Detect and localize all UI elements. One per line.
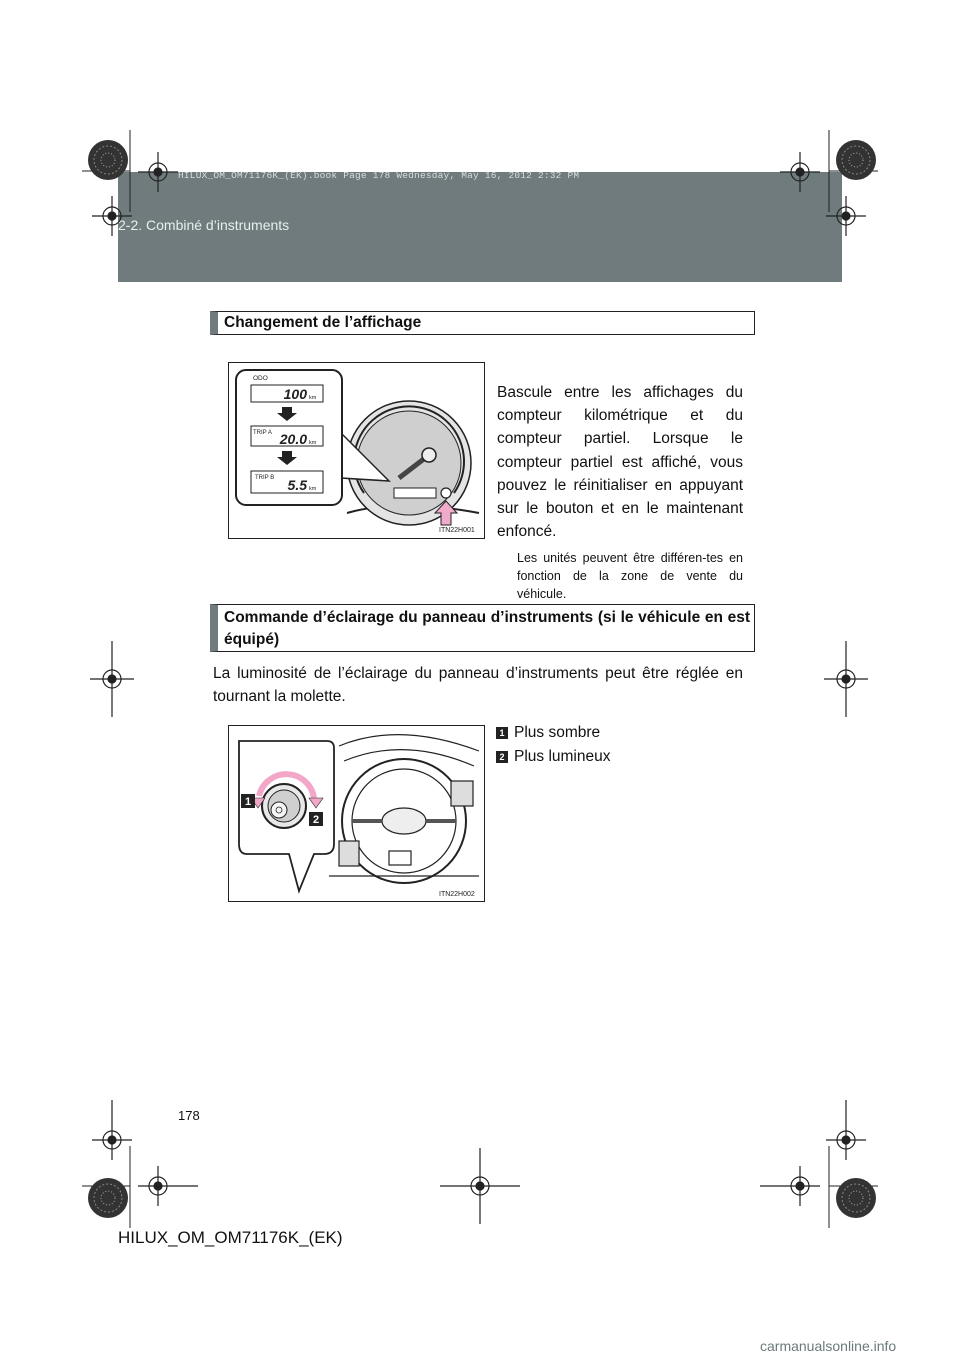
section-breadcrumb: 2-2. Combiné d’instruments — [118, 217, 290, 233]
section-heading-display-change: Changement de l’affichage — [210, 311, 755, 335]
trip-a-value: 20.0 — [279, 431, 307, 447]
trip-b-display — [251, 471, 323, 493]
display-change-description: Bascule entre les affichages du compteur kilométrique et du compteur partiel. Lorsque le compteur partiel est affiché, vous pouvez le réinitialiser en appuyant sur le bouton et en le maintenant enfoncé. — [497, 384, 743, 541]
panel-light-description: La luminosité de l’éclairage du panneau d’instruments peut être réglée en tournant la molette. — [213, 665, 743, 706]
book-stamp: HILUX_OM_OM71176K_(EK).book Page 178 Wednesday, May 16, 2012 2:32 PM — [178, 170, 580, 181]
odometer-trip-illustration — [229, 363, 484, 538]
trip-a-display — [251, 426, 323, 447]
figure-panel-light-dial — [228, 725, 485, 902]
legend-item-darker — [497, 724, 600, 742]
legend-label: Plus lumineux — [514, 748, 611, 765]
callout-1: 1 — [244, 796, 252, 808]
odo-value: 100 — [283, 386, 307, 402]
odo-label: ODO — [253, 375, 268, 382]
trip-a-unit: km — [309, 440, 317, 446]
trip-b-unit: km — [309, 486, 317, 492]
odo-unit: km — [309, 395, 317, 401]
figure-code: ITN22H002 — [439, 891, 475, 898]
document-id: HILUX_OM_OM71176K_(EK) — [118, 1228, 343, 1247]
section-heading-panel-light-control: Commande d’éclairage du panneau d’instruments (si le véhicule en est équipé) — [210, 604, 755, 652]
callout-2: 2 — [312, 814, 320, 826]
number-1-badge: 1 — [496, 727, 508, 739]
trip-b-value: 5.5 — [287, 477, 307, 493]
page-number: 178 — [178, 1108, 200, 1123]
figure-odometer-trip — [228, 362, 485, 539]
trip-a-label: TRIP A — [253, 430, 272, 436]
number-2-badge: 2 — [496, 751, 508, 763]
figure-code: ITN22H001 — [439, 527, 475, 534]
legend-item-brighter — [497, 748, 611, 766]
units-note: Les unités peuvent être différen-tes en fonction de la zone de vente du véhicule. — [517, 551, 743, 601]
dimmer-dial-illustration — [229, 726, 484, 901]
legend-label: Plus sombre — [514, 724, 601, 741]
watermark: carmanualsonline.info — [760, 1338, 897, 1354]
trip-b-label: TRIP B — [255, 475, 275, 481]
